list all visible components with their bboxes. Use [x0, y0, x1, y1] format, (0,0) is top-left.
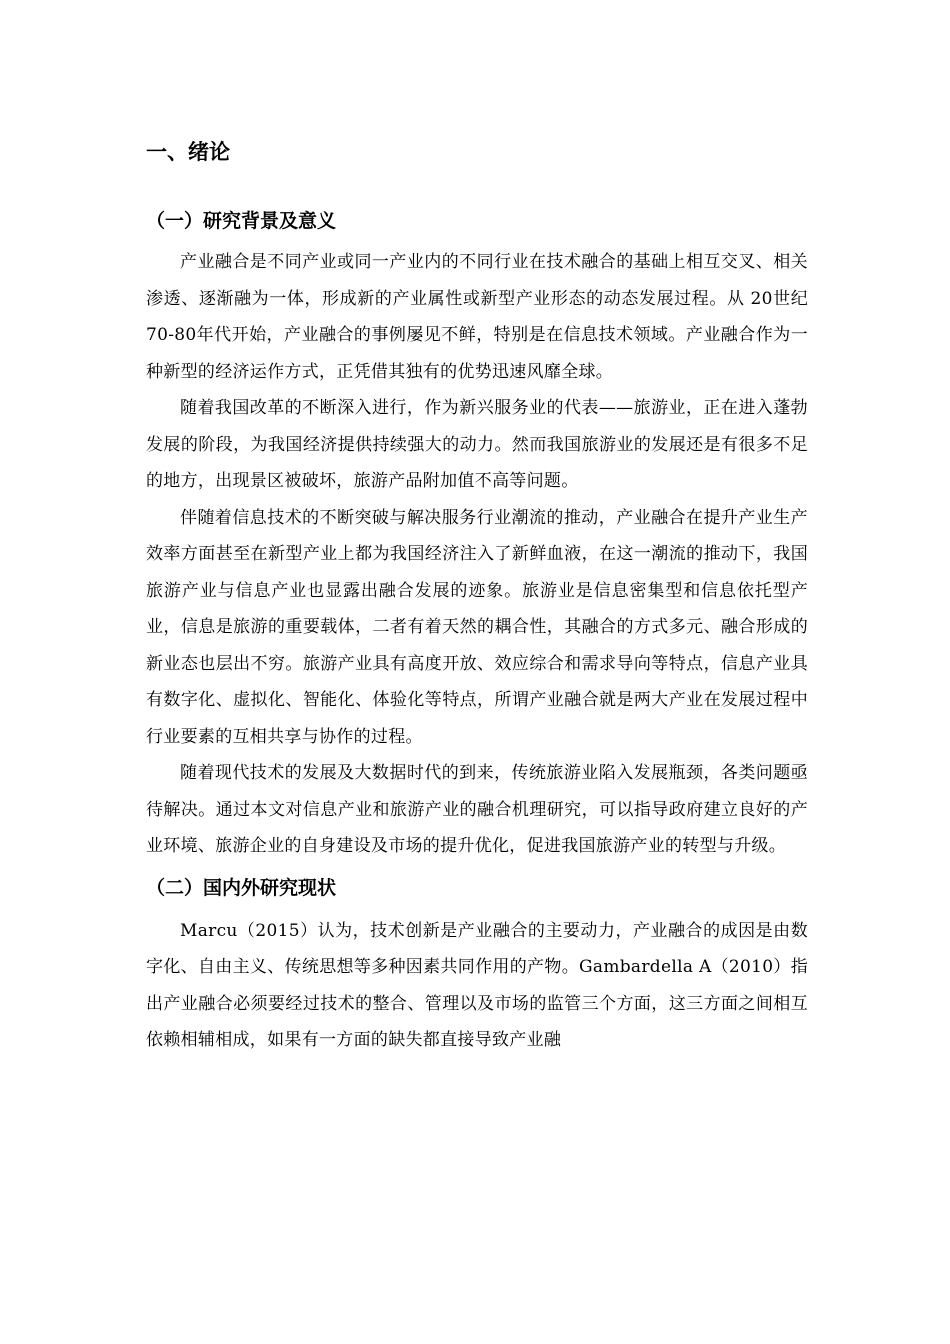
- section-title-background: （一）研究背景及意义: [146, 210, 337, 232]
- section-title-research-status: （二）国内外研究现状: [146, 876, 337, 899]
- paragraph: Marcu（2015）认为，技术创新是产业融合的主要动力，产业融合的成因是由数字化、自由主义、传统思想等多种因素共同作用的产物。Gambardella A（2010）指出产业融合必须要经过技术的整合、管理以及市场的监管三个方面，这三方面之间相互依赖相辅相成，如果有一方面的缺失都直接导致产业融: [146, 920, 808, 1050]
- paragraph: 随着我国改革的不断深入进行，作为新兴服务业的代表——旅游业，正在进入蓬勃发展的阶段，为我国经济提供持续强大的动力。然而我国旅游业的发展还是有很多不足的地方，出现景区被破坏，旅游产品附加值不高等问题。: [146, 398, 808, 491]
- section-body-research-status: [146, 913, 808, 1059]
- paragraph: 伴随着信息技术的不断突破与解决服务行业潮流的推动，产业融合在提升产业生产效率方面甚至在新型产业上都为我国经济注入了新鲜血液，在这一潮流的推动下，我国旅游产业与信息产业也显露出融合发展的迹象。旅游业是信息密集型和信息依托型产业，信息是旅游的重要载体，二者有着天然的耦合性，其融合的方式多元、融合形成的新业态也层出不穷。旅游产业具有高度开放、效应综合和需求导向等特点，信息产业具有数字化、虚拟化、智能化、体验化等特点，所谓产业融合就是两大产业在发展过程中行业要素的互相共享与协作的过程。: [146, 507, 808, 747]
- document-page: [146, 132, 808, 1059]
- section-body-background: [146, 244, 808, 865]
- paragraph: 产业融合是不同产业或同一产业内的不同行业在技术融合的基础上相互交叉、相关渗透、逐渐融为一体，形成新的产业属性或新型产业形态的动态发展过程。从 20世纪 70-80年代开始，产业融合的事例屡见不鲜，特别是在信息技术领域。产业融合作为一种新型的经济运作方式，正凭借其独有的优势迅速风靡全球。: [146, 252, 808, 382]
- chapter-title: 一、绪论: [146, 139, 230, 164]
- paragraph: 随着现代技术的发展及大数据时代的到来，传统旅游业陷入发展瓶颈，各类问题亟待解决。通过本文对信息产业和旅游产业的融合机理研究，可以指导政府建立良好的产业环境、旅游企业的自身建设及市场的提升优化，促进我国旅游产业的转型与升级。: [146, 763, 808, 856]
